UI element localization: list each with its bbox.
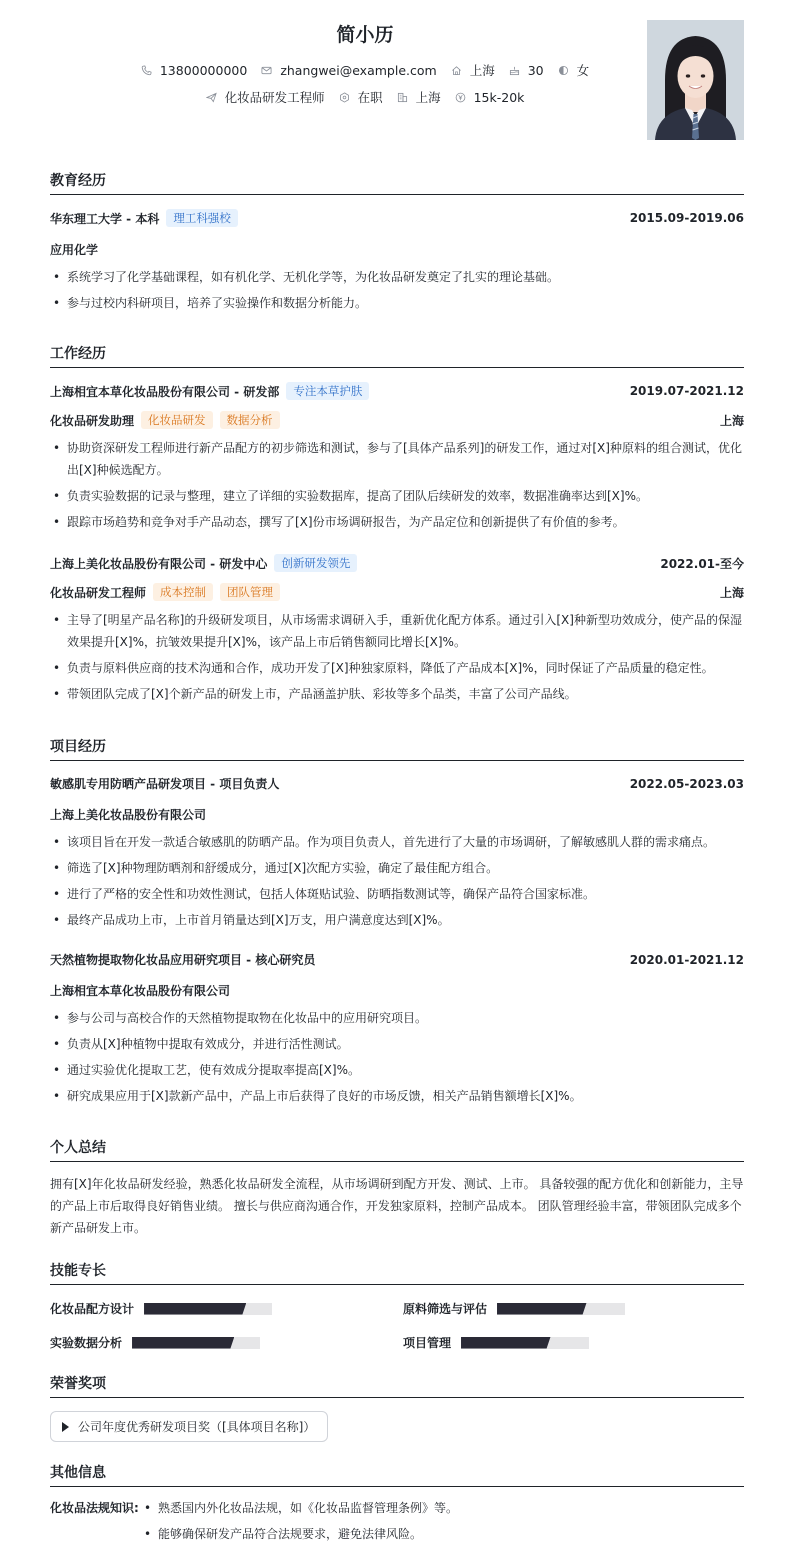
section-title-other: 其他信息	[50, 1462, 744, 1487]
skill-bar-fill	[461, 1337, 551, 1349]
list-item: • 进行了严格的安全性和功效性测试，包括人体斑贴试验、防晒指数测试等，确保产品符合国家标准。	[50, 883, 744, 905]
education-entry	[50, 209, 744, 314]
job-intent-row	[50, 88, 680, 106]
section-title-work: 工作经历	[50, 343, 744, 368]
role-row	[50, 583, 744, 601]
home-icon	[451, 65, 462, 76]
list-item: • 筛选了[X]种物理防晒剂和舒缓成分，通过[X]次配方实验，确定了最佳配方组合。	[50, 857, 744, 879]
list-item: • 该项目旨在开发一款适合敏感肌的防晒产品。作为项目负责人，首先进行了大量的市场调研，了解敏感肌人群的需求痛点。	[50, 831, 744, 853]
skill-bar	[497, 1303, 625, 1315]
phone-icon	[141, 65, 152, 76]
section-title-skills: 技能专长	[50, 1260, 744, 1285]
role-name: 化妆品研发工程师	[50, 585, 147, 600]
company-name: 上海相宜本草化妆品股份有限公司 - 研发部	[50, 384, 280, 399]
phone-item: 13800000000	[141, 63, 247, 78]
skill-item	[403, 1300, 625, 1317]
age-item: 30	[509, 63, 544, 78]
skill-bar	[461, 1337, 589, 1349]
list-item: • 研究成果应用于[X]款新产品中，产品上市后获得了良好的市场反馈，相关产品销售额增长[X]%。	[50, 1085, 744, 1107]
profile-photo	[647, 20, 744, 140]
list-item: • 参与公司与高校合作的天然植物提取物在化妆品中的应用研究项目。	[50, 1007, 744, 1029]
project-date: 2020.01-2021.12	[629, 952, 744, 967]
mail-icon	[261, 65, 272, 76]
status-icon	[339, 92, 350, 103]
candidate-name: 简小历	[336, 24, 394, 46]
list-item: • 系统学习了化学基础课程，如有机化学、无机化学等，为化妆品研发奠定了扎实的理论基础。	[50, 266, 744, 288]
education-bullets	[50, 266, 744, 314]
work-bullets	[50, 609, 744, 705]
skill-bar-fill	[144, 1303, 246, 1315]
section-title-summary: 个人总结	[50, 1137, 744, 1162]
building-icon	[397, 92, 408, 103]
salary-icon	[455, 92, 466, 103]
section-title-education: 教育经历	[50, 170, 744, 195]
skill-name: 项目管理	[403, 1336, 452, 1350]
skill-item	[50, 1334, 260, 1351]
work-header-row	[50, 554, 744, 572]
skill-name: 实验数据分析	[50, 1336, 123, 1350]
role-row	[50, 411, 744, 429]
major-name: 应用化学	[50, 243, 99, 257]
company-tag: 专注本草护肤	[286, 382, 369, 400]
gender-item: 女	[558, 61, 590, 79]
resume-header	[50, 0, 744, 160]
location-item: 上海	[451, 61, 495, 79]
role-tag: 成本控制	[153, 583, 213, 601]
school-name: 华东理工大学 - 本科	[50, 211, 160, 226]
school-tag: 理工科强校	[166, 209, 238, 227]
list-item: • 负责实验数据的记录与整理，建立了详细的实验数据库，提高了团队后续研发的效率，数据准确率达到[X]%。	[50, 485, 744, 507]
project-bullets	[50, 1007, 744, 1107]
other-info-label: 化妆品法规知识:	[50, 1501, 139, 1515]
role-tag: 化妆品研发	[141, 411, 213, 429]
work-city: 上海	[719, 585, 744, 600]
role-tag: 数据分析	[220, 411, 280, 429]
skill-bar	[132, 1337, 260, 1349]
list-item: • 负责从[X]种植物中提取有效成分，并进行活性测试。	[50, 1033, 744, 1055]
project-bullets	[50, 831, 744, 931]
company-tag: 创新研发领先	[274, 554, 357, 572]
work-entry	[50, 554, 744, 705]
work-entry	[50, 382, 744, 533]
project-entry	[50, 951, 744, 1107]
project-header-row	[50, 951, 744, 968]
salary-item: 15k-20k	[455, 90, 525, 105]
section-title-projects: 项目经历	[50, 736, 744, 761]
skill-name: 化妆品配方设计	[50, 1302, 135, 1316]
other-info-bullets	[141, 1497, 744, 1545]
education-header-row	[50, 209, 744, 227]
contact-row	[50, 61, 680, 79]
list-item: • 参与过校内科研项目，培养了实验操作和数据分析能力。	[50, 292, 744, 314]
summary-text: 拥有[X]年化妆品研发经验，熟悉化妆品研发全流程，从市场调研到配方开发、测试、上市。 具备较强的配方优化和创新能力，主导的产品上市后取得良好销售业绩。 擅长与供应商沟通合作，开发独家原料，控制产品成本。 团队管理经验丰富，带领团队完成多个新产品研发上市。	[50, 1177, 744, 1235]
expand-arrow-icon[interactable]	[62, 1422, 69, 1432]
skill-bar	[144, 1303, 272, 1315]
list-item: • 通过实验优化提取工艺，使有效成分提取率提高[X]%。	[50, 1059, 744, 1081]
position-item: 化妆品研发工程师	[206, 88, 325, 106]
award-text: 公司年度优秀研发项目奖（[具体项目名称]）	[78, 1420, 316, 1434]
work-bullets	[50, 437, 744, 533]
skill-item	[403, 1334, 589, 1351]
list-item: • 协助资深研发工程师进行新产品配方的初步筛选和测试，参与了[具体产品系列]的研发工作，通过对[X]种原料的组合测试，优化出[X]种候选配方。	[50, 437, 744, 481]
skill-name: 原料筛选与评估	[403, 1302, 488, 1316]
list-item: • 带领团队完成了[X]个新产品的研发上市，产品涵盖护肤、彩妆等多个品类，丰富了公司产品线。	[50, 683, 744, 705]
skill-bar-fill	[497, 1303, 587, 1315]
project-header-row	[50, 775, 744, 792]
skill-item	[50, 1300, 272, 1317]
list-item: • 熟悉国内外化妆品法规，如《化妆品监督管理条例》等。	[141, 1497, 744, 1519]
project-name: 天然植物提取物化妆品应用研究项目 - 核心研究员	[50, 953, 316, 967]
work-city: 上海	[719, 413, 744, 428]
email-item: zhangwei@example.com	[261, 63, 436, 78]
age-icon	[509, 65, 520, 76]
project-name: 敏感肌专用防晒产品研发项目 - 项目负责人	[50, 777, 280, 791]
project-entry	[50, 775, 744, 931]
gender-icon	[558, 65, 569, 76]
section-title-awards: 荣誉奖项	[50, 1373, 744, 1398]
work-date: 2022.01-至今	[660, 556, 744, 571]
company-name: 上海上美化妆品股份有限公司 - 研发中心	[50, 556, 268, 571]
list-item: • 主导了[明星产品名称]的升级研发项目，从市场需求调研入手，重新优化配方体系。通过引入[X]种新型功效成分，使产品的保湿效果提升[X]%，抗皱效果提升[X]%，该产品上市后销售额同比增长[X]%。	[50, 609, 744, 653]
list-item: • 跟踪市场趋势和竞争对手产品动态，撰写了[X]份市场调研报告，为产品定位和创新提供了有价值的参考。	[50, 511, 744, 533]
award-item[interactable]	[50, 1411, 328, 1442]
work-date: 2019.07-2021.12	[629, 384, 744, 398]
list-item: • 负责与原料供应商的技术沟通和合作，成功开发了[X]种独家原料，降低了产品成本[X]%，同时保证了产品质量的稳定性。	[50, 657, 744, 679]
skill-bar-fill	[132, 1337, 234, 1349]
role-tag: 团队管理	[220, 583, 280, 601]
education-date: 2015.09-2019.06	[629, 211, 744, 225]
work-city-item: 上海	[397, 88, 441, 106]
status-item: 在职	[339, 88, 383, 106]
project-org: 上海上美化妆品股份有限公司	[50, 808, 207, 822]
list-item: • 最终产品成功上市，上市首月销量达到[X]万支，用户满意度达到[X]%。	[50, 909, 744, 931]
project-date: 2022.05-2023.03	[629, 776, 744, 791]
send-icon	[206, 92, 217, 103]
resume-page	[50, 0, 744, 1541]
role-name: 化妆品研发助理	[50, 413, 135, 428]
other-info-row	[50, 1497, 744, 1545]
work-header-row	[50, 382, 744, 400]
project-org: 上海相宜本草化妆品股份有限公司	[50, 984, 231, 998]
list-item: • 能够确保研发产品符合法规要求，避免法律风险。	[141, 1523, 744, 1545]
